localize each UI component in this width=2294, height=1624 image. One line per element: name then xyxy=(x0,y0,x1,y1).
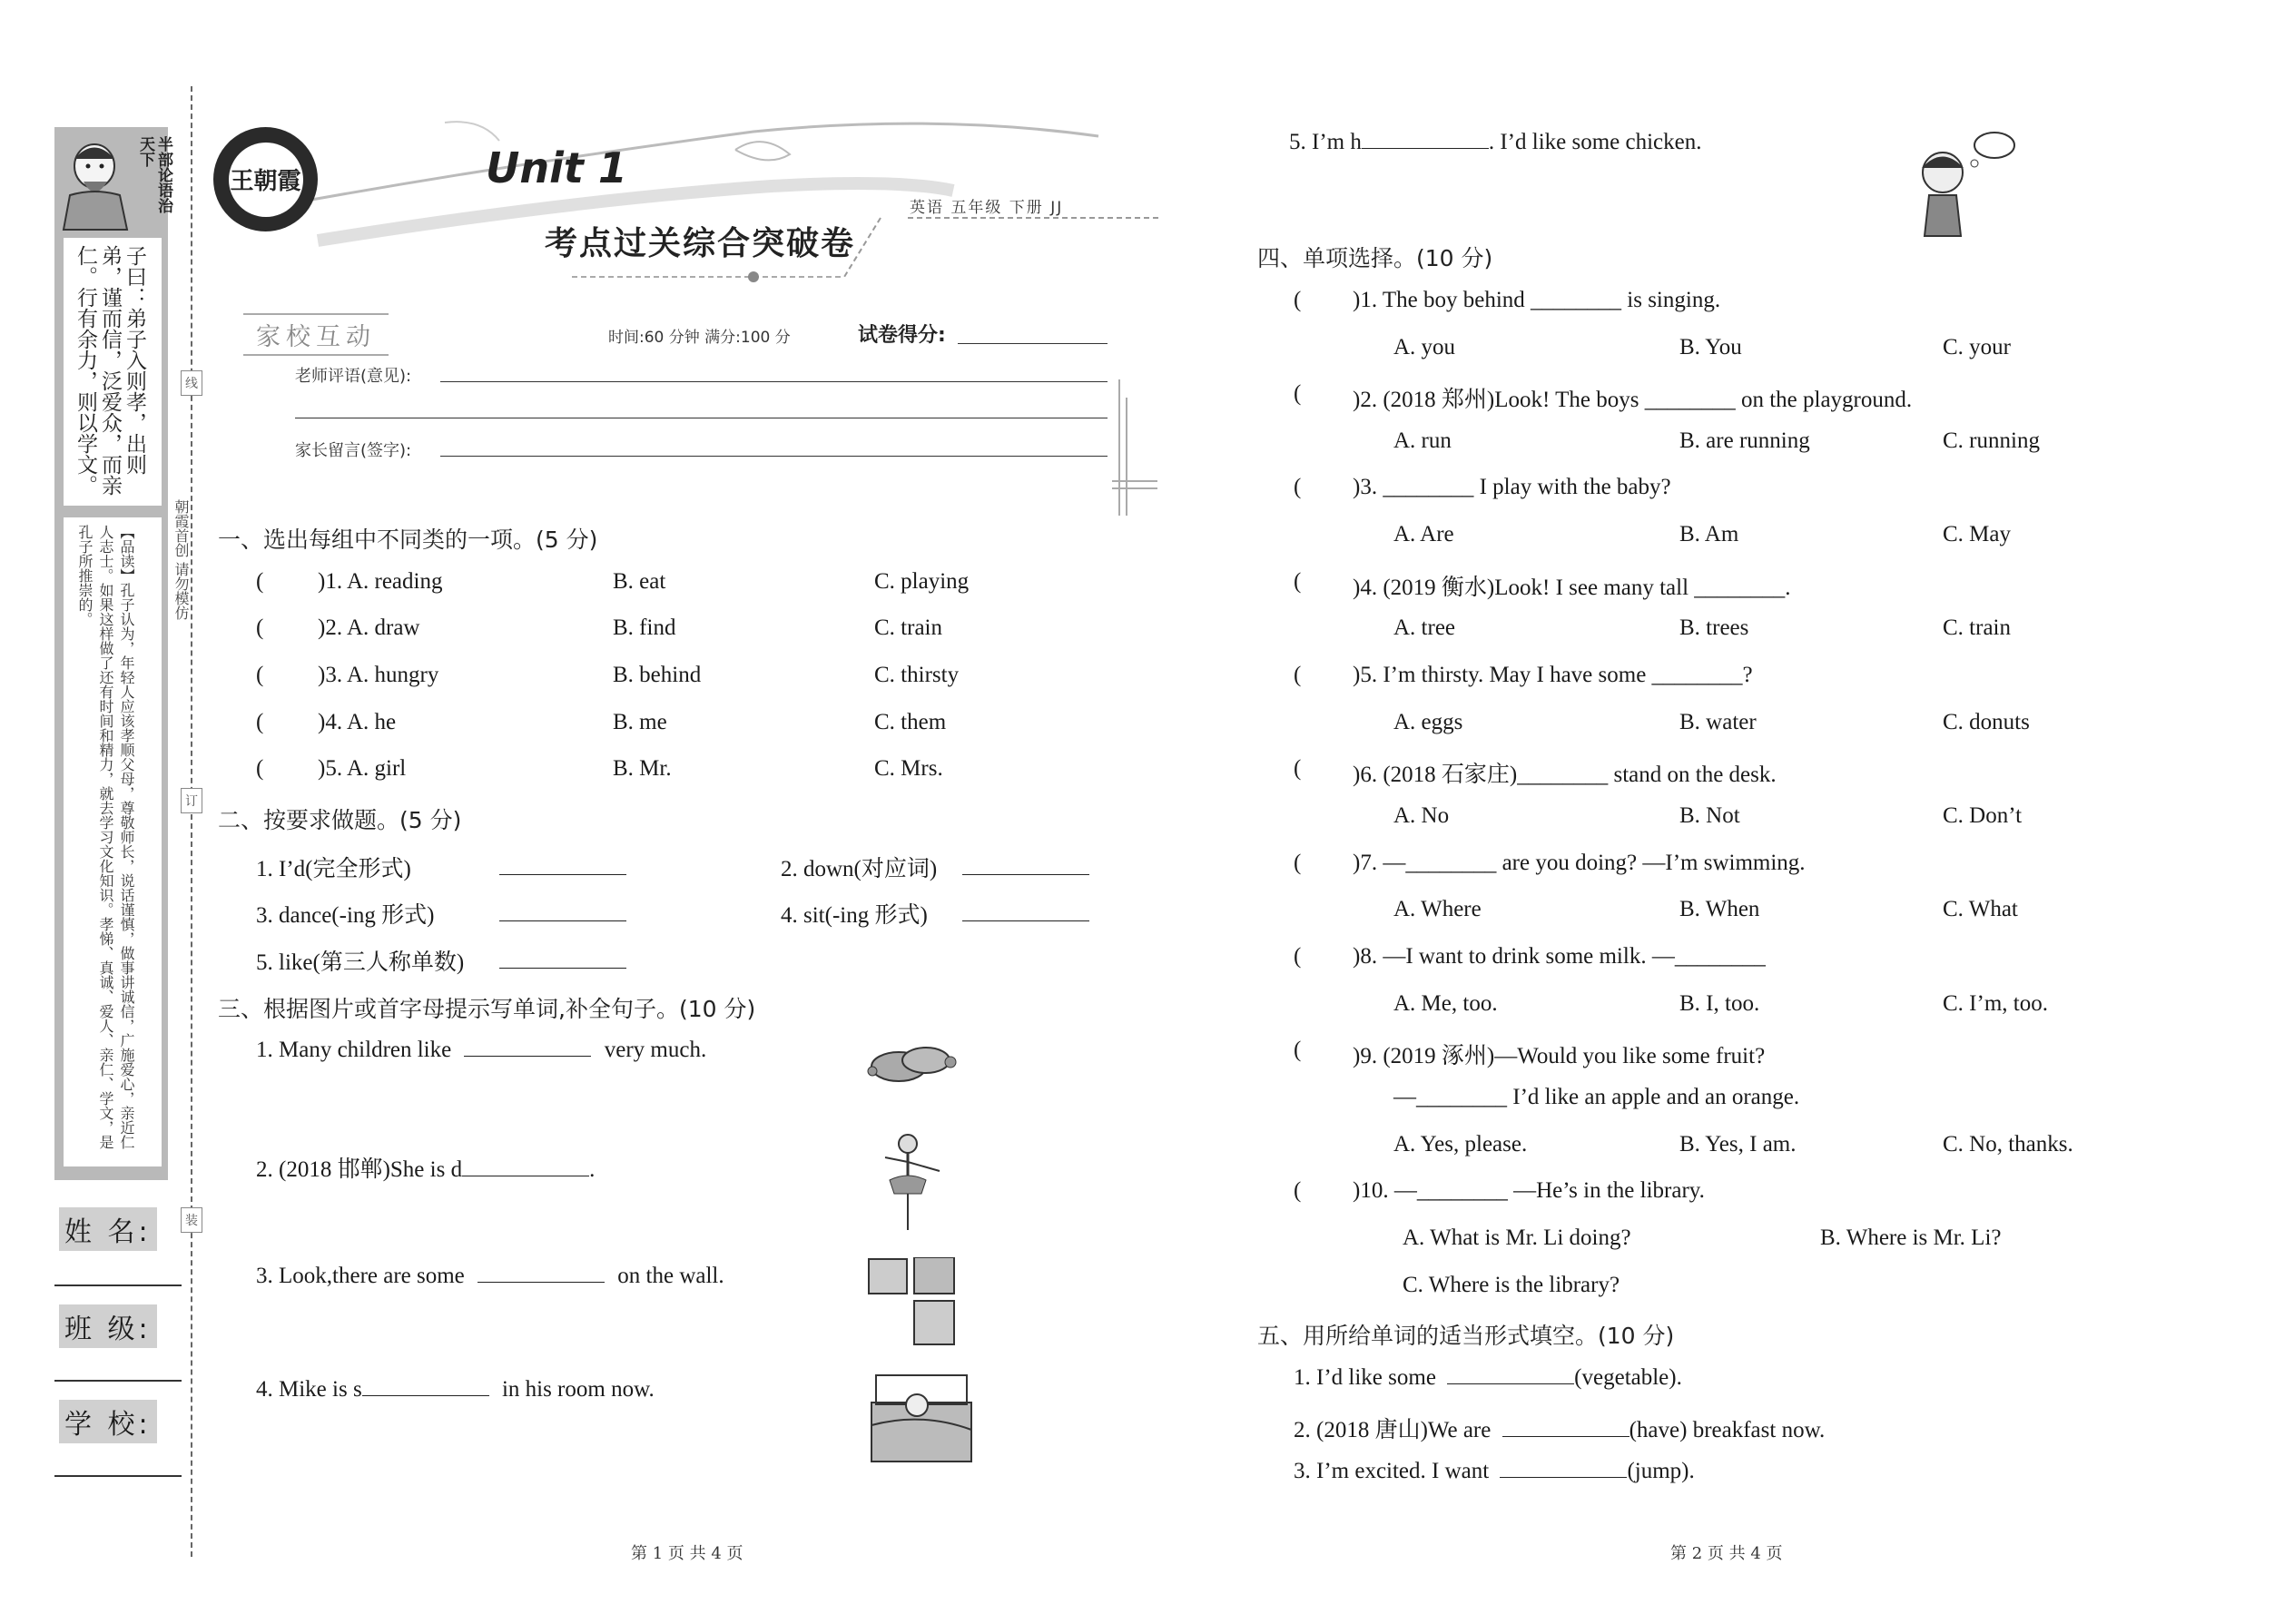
option-c: C. I’m, too. xyxy=(1943,991,2048,1016)
question-text: (vegetable). xyxy=(1574,1365,1682,1390)
option-c: C. What xyxy=(1943,897,2018,921)
option-a: A. tree xyxy=(1393,615,1456,640)
paren: ( xyxy=(256,663,264,687)
cut-line xyxy=(191,86,192,1557)
answer-blank[interactable] xyxy=(362,1394,489,1396)
name-field[interactable] xyxy=(54,1284,182,1286)
paren: ( xyxy=(256,756,264,781)
option-a: A. eggs xyxy=(1393,710,1463,734)
brand-logo-text: 王朝霞 xyxy=(229,143,303,217)
sleeping-boy-picture xyxy=(867,1371,980,1466)
option-b: B. water xyxy=(1679,710,1757,734)
confucius-illustration xyxy=(56,132,133,231)
turtles-picture xyxy=(867,1035,958,1098)
page-number-right: 第 2 页 共 4 页 xyxy=(1670,1544,1783,1563)
option-b: B. Where is Mr. Li? xyxy=(1820,1225,2002,1250)
section-5-title: 五、用所给单词的适当形式填空。(10 分) xyxy=(1257,1323,1675,1349)
class-field[interactable] xyxy=(54,1380,182,1382)
option-a: A. What is Mr. Li doing? xyxy=(1403,1225,1631,1250)
question-1-2: )2. A. draw xyxy=(318,615,420,640)
question-4-10: )10. —________ —He’s in the library. xyxy=(1353,1178,1705,1203)
paren: ( xyxy=(1294,475,1302,499)
question-5-2 xyxy=(1294,1412,1825,1444)
option-c: C. Don’t xyxy=(1943,803,2023,828)
answer-blank[interactable] xyxy=(499,873,626,875)
paren: ( xyxy=(1294,288,1302,312)
question-2-4: 4. sit(-ing 形式) xyxy=(781,903,928,928)
option-c: C. thirsty xyxy=(874,663,960,687)
question-4-3: )3. ________ I play with the baby? xyxy=(1353,475,1671,499)
option-b: B. Am xyxy=(1679,522,1739,546)
option-c: C. No, thanks. xyxy=(1943,1132,2073,1156)
answer-blank[interactable] xyxy=(499,920,626,921)
option-b: B. are running xyxy=(1679,428,1810,453)
answer-blank[interactable] xyxy=(962,920,1089,921)
question-4-7: )7. —________ are you doing? —I’m swimming. xyxy=(1353,851,1806,875)
question-text: on the wall. xyxy=(617,1264,724,1288)
question-2-5: 5. like(第三人称单数) xyxy=(256,950,465,975)
parent-comment-label: 家长留言(签字): xyxy=(295,441,412,460)
question-2-1: 1. I’d(完全形式) xyxy=(256,857,411,881)
question-1-5: )5. A. girl xyxy=(318,756,407,781)
option-a: A. Yes, please. xyxy=(1393,1132,1528,1156)
question-text: . I’d like some chicken. xyxy=(1488,130,1702,154)
option-b: B. me xyxy=(613,710,667,734)
name-label: 姓 名: xyxy=(59,1207,157,1251)
question-text: in his room now. xyxy=(501,1377,655,1402)
answer-blank[interactable] xyxy=(499,967,626,969)
question-1-4: )4. A. he xyxy=(318,710,397,734)
question-text: . xyxy=(589,1157,596,1182)
cut-mark-3: 装 xyxy=(181,1207,202,1233)
option-a: A. No xyxy=(1393,803,1450,828)
option-b: B. eat xyxy=(613,569,666,594)
question-4-2: )2. (2018 郑州)Look! The boys ________ on the playground. xyxy=(1353,388,1913,412)
option-b: B. You xyxy=(1679,335,1742,359)
paren: ( xyxy=(1294,756,1302,781)
motto-text: 子曰：弟子入则孝，出则弟，谨而信，泛爱众，而亲仁。行有余力，则以学文。 xyxy=(74,245,146,496)
answer-blank[interactable] xyxy=(1447,1383,1574,1384)
paren: ( xyxy=(1294,1038,1302,1062)
answer-blank[interactable] xyxy=(462,1175,589,1176)
option-c: C. your xyxy=(1943,335,2011,359)
option-c: C. them xyxy=(874,710,947,734)
question-4-8: )8. —I want to drink some milk. —________ xyxy=(1353,944,1766,969)
option-b: B. Not xyxy=(1679,803,1740,828)
paren: ( xyxy=(1294,569,1302,594)
paper-title: 考点过关综合突破卷 xyxy=(545,225,856,262)
school-label: 学 校: xyxy=(59,1400,157,1443)
question-4-9: )9. (2019 涿州)—Would you like some fruit? xyxy=(1353,1044,1766,1068)
question-text: 2. (2018 唐山)We are xyxy=(1294,1418,1492,1442)
option-a: A. Are xyxy=(1393,522,1454,546)
question-text: 5. I’m h xyxy=(1289,130,1362,154)
option-c: C. May xyxy=(1943,522,2011,546)
option-a: A. Me, too. xyxy=(1393,991,1498,1016)
option-c: C. train xyxy=(874,615,942,640)
option-c: C. playing xyxy=(874,569,970,594)
hungry-boy-picture xyxy=(1911,127,2020,241)
question-text: (jump). xyxy=(1627,1459,1695,1483)
section-1-title: 一、选出每组中不同类的一项。(5 分) xyxy=(218,527,598,553)
question-4-4: )4. (2019 衡水)Look! I see many tall ________. xyxy=(1353,576,1791,600)
paren: ( xyxy=(1294,381,1302,406)
question-3-4 xyxy=(256,1377,655,1403)
paren: ( xyxy=(1294,663,1302,687)
cut-mark-2: 订 xyxy=(181,788,202,813)
school-field[interactable] xyxy=(54,1475,182,1477)
question-text: very much. xyxy=(604,1038,707,1062)
option-c: C. Where is the library? xyxy=(1403,1273,1620,1297)
answer-blank[interactable] xyxy=(464,1055,591,1057)
score-label: 试卷得分: xyxy=(858,324,946,347)
answer-blank[interactable] xyxy=(1362,147,1489,149)
section-3-title: 三、根据图片或首字母提示写单词,补全句子。(10 分) xyxy=(218,996,756,1022)
option-b: B. Mr. xyxy=(613,756,672,781)
question-text: 1. Many children like xyxy=(256,1038,452,1062)
banner-text: 半部论语治天下 xyxy=(136,136,172,213)
unit-title: Unit 1 xyxy=(486,143,627,192)
paren: ( xyxy=(256,615,264,640)
answer-blank[interactable] xyxy=(1500,1476,1627,1478)
option-a: A. run xyxy=(1393,428,1452,453)
answer-blank[interactable] xyxy=(478,1281,605,1283)
option-a: A. you xyxy=(1393,335,1456,359)
question-text: (have) breakfast now. xyxy=(1629,1418,1826,1442)
answer-blank[interactable] xyxy=(962,873,1089,875)
option-b: B. I, too. xyxy=(1679,991,1760,1016)
option-b: B. Yes, I am. xyxy=(1679,1132,1797,1156)
question-3-3 xyxy=(256,1264,724,1289)
cut-mark-1: 线 xyxy=(181,370,202,396)
answer-blank[interactable] xyxy=(1502,1435,1629,1437)
question-2-2: 2. down(对应词) xyxy=(781,857,938,881)
question-3-2 xyxy=(256,1151,595,1184)
pindu-text: 【品读】孔子认为，年轻人应该孝顺父母，尊敬师长，说话谨慎，做事讲诚信，广施爱心，亲近仁人志士。如果这样做了还有时间和精力，就去学习文化知识。孝悌、真诚、爱人、亲仁、学文，是孔子所推崇的。 xyxy=(76,525,135,1149)
option-c: C. donuts xyxy=(1943,710,2030,734)
question-4-9-reply: —________ I’d like an apple and an orange. xyxy=(1393,1085,1800,1109)
question-1-1: )1. A. reading xyxy=(318,569,443,594)
score-field[interactable] xyxy=(958,343,1108,344)
option-b: B. behind xyxy=(613,663,702,687)
pictures-on-wall-picture xyxy=(867,1257,958,1348)
question-text: 2. (2018 邯郸)She is d xyxy=(256,1157,463,1182)
question-1-3: )3. A. hungry xyxy=(318,663,439,687)
question-text: 3. I’m excited. I want xyxy=(1294,1459,1490,1483)
option-c: C. running xyxy=(1943,428,2040,453)
class-label: 班 级: xyxy=(59,1304,157,1348)
question-2-3: 3. dance(-ing 形式) xyxy=(256,903,435,928)
option-c: C. train xyxy=(1943,615,2011,640)
option-c: C. Mrs. xyxy=(874,756,943,781)
option-a: A. Where xyxy=(1393,897,1482,921)
teacher-comment-label: 老师评语(意见): xyxy=(295,367,412,386)
option-b: B. When xyxy=(1679,897,1760,921)
option-b: B. find xyxy=(613,615,676,640)
paren: ( xyxy=(256,710,264,734)
brand-logo xyxy=(213,127,318,231)
section-2-title: 二、按要求做题。(5 分) xyxy=(218,807,462,833)
question-3-1 xyxy=(256,1038,706,1063)
paren: ( xyxy=(256,569,264,594)
question-4-5: )5. I’m thirsty. May I have some ________? xyxy=(1353,663,1753,687)
page-number-left: 第 1 页 共 4 页 xyxy=(631,1544,743,1563)
home-school-label: 家校互动 xyxy=(243,313,389,356)
question-text: 4. Mike is s xyxy=(256,1377,362,1402)
time-score-info: 时间:60 分钟 满分:100 分 xyxy=(608,329,791,347)
parent-comment-line[interactable] xyxy=(440,456,1108,457)
paren: ( xyxy=(1294,851,1302,875)
option-b: B. trees xyxy=(1679,615,1749,640)
question-4-1: )1. The boy behind ________ is singing. xyxy=(1353,288,1721,312)
section-4-title: 四、单项选择。(10 分) xyxy=(1257,245,1493,271)
question-4-6: )6. (2018 石家庄)________ stand on the desk. xyxy=(1353,763,1777,787)
question-3-5 xyxy=(1289,130,1702,155)
question-5-3 xyxy=(1294,1459,1695,1484)
paren: ( xyxy=(1294,1178,1302,1203)
paren: ( xyxy=(1294,944,1302,969)
vertical-note: 朝霞首创 请勿模仿 xyxy=(172,499,190,621)
question-5-1 xyxy=(1294,1365,1682,1391)
corner-lines-decoration xyxy=(1112,379,1157,516)
question-text: 1. I’d like some xyxy=(1294,1365,1436,1390)
teacher-comment-line[interactable] xyxy=(440,381,1108,382)
subject-info: 英语 五年级 下册 JJ xyxy=(910,199,1064,217)
dancer-picture xyxy=(871,1130,953,1235)
question-text: 3. Look,there are some xyxy=(256,1264,465,1288)
